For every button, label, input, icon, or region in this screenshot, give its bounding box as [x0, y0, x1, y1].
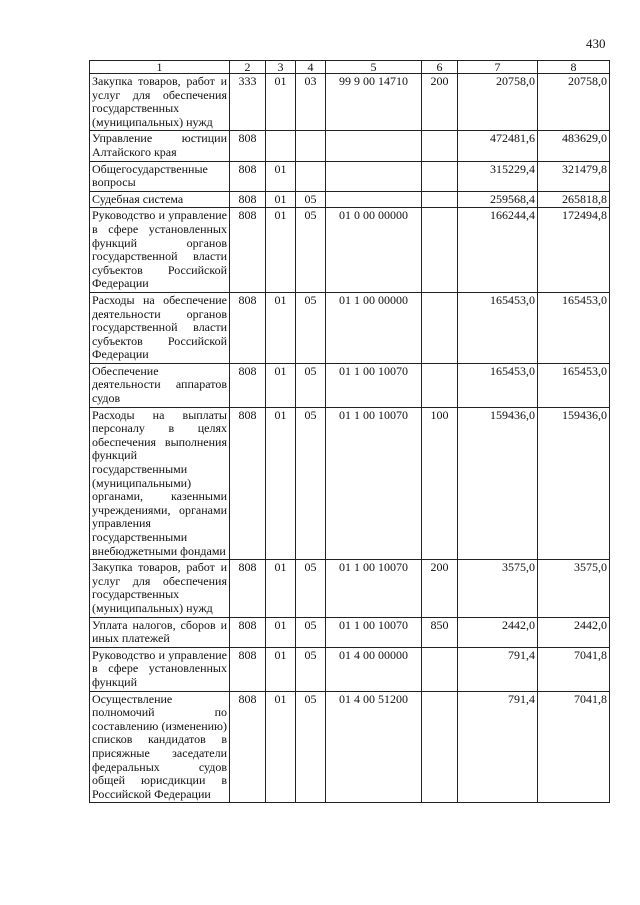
row-expense-type [422, 363, 458, 407]
row-section: 01 [266, 161, 296, 191]
row-amount-2: 20758,0 [538, 74, 610, 131]
row-subsection: 05 [296, 560, 326, 617]
row-gov-code: 808 [230, 407, 266, 560]
table-header [90, 61, 610, 74]
row-subsection [296, 161, 326, 191]
row-expense-type [422, 191, 458, 208]
column-header: 6 [422, 61, 458, 74]
table-row [90, 292, 610, 363]
row-amount-2: 483629,0 [538, 131, 610, 161]
row-target-article: 01 1 00 10070 [326, 560, 422, 617]
row-amount-1: 2442,0 [458, 617, 538, 647]
column-header: 1 [90, 61, 230, 74]
row-name: Закупка товаров, работ и услуг для обеспечения государственных (муниципальных) нужд [90, 74, 230, 131]
table-row [90, 208, 610, 293]
table-body [90, 74, 610, 803]
page-number: 430 [586, 36, 606, 51]
table-row [90, 131, 610, 161]
row-amount-1: 166244,4 [458, 208, 538, 293]
row-section: 01 [266, 691, 296, 803]
row-gov-code: 808 [230, 363, 266, 407]
row-subsection: 05 [296, 617, 326, 647]
row-amount-1: 791,4 [458, 691, 538, 803]
row-gov-code: 808 [230, 208, 266, 293]
row-name: Обеспечение деятельности аппаратов судов [90, 363, 230, 407]
row-amount-2: 7041,8 [538, 647, 610, 691]
table-row [90, 407, 610, 560]
header-row [90, 61, 610, 74]
row-section: 01 [266, 292, 296, 363]
column-header: 7 [458, 61, 538, 74]
row-name: Расходы на обеспечение деятельности органов государственной власти субъектов Российской Федерации [90, 292, 230, 363]
row-amount-2: 165453,0 [538, 292, 610, 363]
row-target-article: 01 1 00 10070 [326, 617, 422, 647]
row-subsection [296, 131, 326, 161]
row-expense-type [422, 161, 458, 191]
row-amount-2: 3575,0 [538, 560, 610, 617]
row-target-article: 01 1 00 10070 [326, 407, 422, 560]
row-target-article: 01 1 00 10070 [326, 363, 422, 407]
row-amount-1: 315229,4 [458, 161, 538, 191]
table-row [90, 691, 610, 803]
row-name: Расходы на выплаты персоналу в целях обеспечения выполнения функций государственными (муниципальными) органами, казенными учреждениями, органами управления государственными внебюджетными фондами [90, 407, 230, 560]
row-expense-type [422, 208, 458, 293]
row-section: 01 [266, 617, 296, 647]
row-target-article: 01 1 00 00000 [326, 292, 422, 363]
row-target-article: 99 9 00 14710 [326, 74, 422, 131]
column-header: 2 [230, 61, 266, 74]
row-subsection: 05 [296, 191, 326, 208]
row-amount-1: 472481,6 [458, 131, 538, 161]
row-name: Уплата налогов, сборов и иных платежей [90, 617, 230, 647]
table-row [90, 161, 610, 191]
row-expense-type: 200 [422, 560, 458, 617]
row-gov-code: 808 [230, 617, 266, 647]
row-subsection: 05 [296, 407, 326, 560]
row-expense-type: 100 [422, 407, 458, 560]
column-header: 5 [326, 61, 422, 74]
row-target-article [326, 191, 422, 208]
row-expense-type: 850 [422, 617, 458, 647]
row-section: 01 [266, 363, 296, 407]
row-amount-1: 165453,0 [458, 292, 538, 363]
row-gov-code: 333 [230, 74, 266, 131]
row-name: Судебная система [90, 191, 230, 208]
row-target-article: 01 0 00 00000 [326, 208, 422, 293]
row-name: Руководство и управление в сфере установленных функций [90, 647, 230, 691]
column-header: 8 [538, 61, 610, 74]
row-amount-1: 3575,0 [458, 560, 538, 617]
row-subsection: 05 [296, 691, 326, 803]
row-name: Руководство и управление в сфере установленных функций органов государственной власти субъектов Российской Федерации [90, 208, 230, 293]
row-amount-2: 172494,8 [538, 208, 610, 293]
row-target-article: 01 4 00 51200 [326, 691, 422, 803]
row-amount-2: 159436,0 [538, 407, 610, 560]
row-section: 01 [266, 560, 296, 617]
row-amount-1: 791,4 [458, 647, 538, 691]
table-row [90, 363, 610, 407]
row-amount-2: 165453,0 [538, 363, 610, 407]
row-amount-2: 7041,8 [538, 691, 610, 803]
table-row [90, 647, 610, 691]
row-name: Осуществление полномочий по составлению (изменению) списков кандидатов в присяжные заседатели федеральных судов общей юрисдикции в Российской Федерации [90, 691, 230, 803]
row-section: 01 [266, 208, 296, 293]
row-section [266, 131, 296, 161]
row-expense-type [422, 647, 458, 691]
row-subsection: 05 [296, 647, 326, 691]
row-name: Управление юстиции Алтайского края [90, 131, 230, 161]
row-name: Закупка товаров, работ и услуг для обеспечения государственных (муниципальных) нужд [90, 560, 230, 617]
table-row [90, 191, 610, 208]
row-target-article [326, 161, 422, 191]
row-subsection: 05 [296, 363, 326, 407]
table-row [90, 560, 610, 617]
row-expense-type [422, 131, 458, 161]
row-subsection: 03 [296, 74, 326, 131]
row-subsection: 05 [296, 292, 326, 363]
row-amount-1: 159436,0 [458, 407, 538, 560]
budget-table [89, 60, 610, 803]
row-gov-code: 808 [230, 292, 266, 363]
row-gov-code: 808 [230, 131, 266, 161]
row-amount-1: 259568,4 [458, 191, 538, 208]
row-gov-code: 808 [230, 691, 266, 803]
row-target-article [326, 131, 422, 161]
row-expense-type [422, 292, 458, 363]
column-header: 3 [266, 61, 296, 74]
row-gov-code: 808 [230, 647, 266, 691]
row-amount-2: 2442,0 [538, 617, 610, 647]
row-amount-1: 20758,0 [458, 74, 538, 131]
row-expense-type: 200 [422, 74, 458, 131]
row-amount-2: 265818,8 [538, 191, 610, 208]
row-expense-type [422, 691, 458, 803]
table-row [90, 617, 610, 647]
row-section: 01 [266, 407, 296, 560]
row-amount-2: 321479,8 [538, 161, 610, 191]
row-gov-code: 808 [230, 191, 266, 208]
row-name: Общегосударственные вопросы [90, 161, 230, 191]
row-target-article: 01 4 00 00000 [326, 647, 422, 691]
row-amount-1: 165453,0 [458, 363, 538, 407]
row-gov-code: 808 [230, 161, 266, 191]
row-section: 01 [266, 74, 296, 131]
column-header: 4 [296, 61, 326, 74]
row-section: 01 [266, 647, 296, 691]
row-section: 01 [266, 191, 296, 208]
row-subsection: 05 [296, 208, 326, 293]
table-row [90, 74, 610, 131]
row-gov-code: 808 [230, 560, 266, 617]
